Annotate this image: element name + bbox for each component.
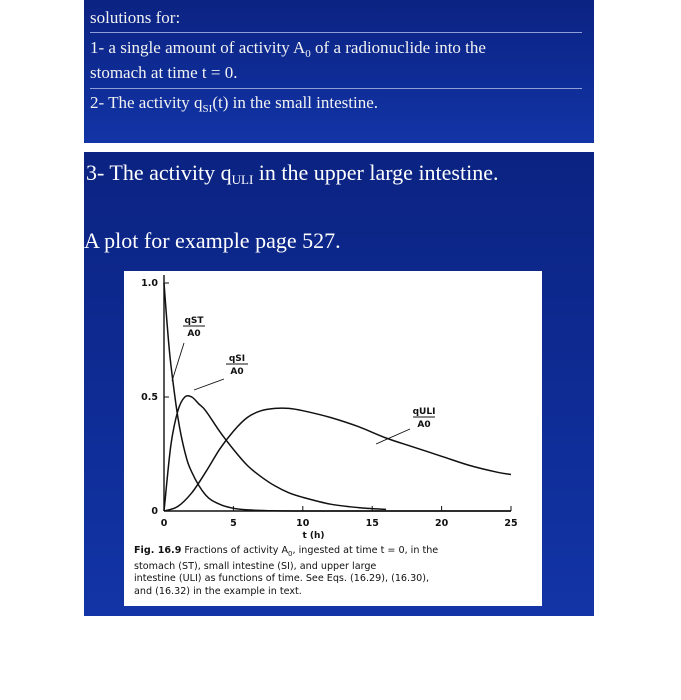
x-tick-label-25: 25 [504, 518, 518, 529]
label-stomach-leader [172, 343, 184, 381]
slide1-item-1-cont-text: stomach at time t = 0. [90, 63, 238, 82]
slide1-item-2-text-end: (t) in the small intestine. [212, 93, 379, 112]
label-small-intestine-numerator: qSI [228, 354, 246, 364]
caption-line-3: intestine (ULI) as functions of time. See Eqs. (16.29), (16.30), [134, 573, 430, 585]
slide1-item-1-text-end: of a radionuclide into the [310, 38, 486, 57]
slide1-item-2-text: 2- The activity q [90, 93, 203, 112]
slide2-item-3 [86, 160, 499, 188]
slide1-item-2-subscript: SI [202, 103, 213, 115]
caption-line-1-end: , ingested at time t = 0, in the [292, 545, 439, 556]
activity-chart [124, 271, 542, 546]
label-upper-large-intestine-numerator: qULI [412, 407, 436, 417]
x-axis-label: t (h) [302, 531, 325, 541]
chart-curve-labels [172, 316, 435, 444]
slide2-item-3-subscript: ULI [231, 172, 254, 187]
caption-line-2: stomach (ST), small intestine (SI), and upper large [134, 560, 377, 572]
x-tick-label-0: 0 [160, 518, 168, 529]
chart-curves [164, 283, 511, 511]
slide1-item-1-text: 1- a single amount of activity A [90, 38, 306, 57]
curve-upper-large-intestine [164, 408, 511, 511]
label-stomach [172, 316, 205, 381]
y-tick-label-1.0: 1.0 [141, 278, 158, 289]
slide1-rule-1 [90, 32, 582, 33]
slide2-item-3-text-end: in the upper large intestine. [253, 160, 499, 185]
figure-caption [134, 545, 539, 598]
x-tick-label-10: 10 [296, 518, 310, 529]
caption-line-1-subscript: 0 [288, 549, 293, 558]
slide2-plot-note [84, 228, 341, 254]
caption-line-4: and (16.32) in the example in text. [134, 585, 302, 597]
slide1-heading-text: solutions for: [90, 8, 181, 27]
label-small-intestine-leader [194, 379, 224, 390]
label-upper-large-intestine [376, 407, 435, 444]
slide2-item-3-text: 3- The activity q [86, 160, 232, 185]
figure-panel [124, 271, 542, 606]
x-tick-label-5: 5 [230, 518, 237, 529]
slide1-heading [90, 8, 180, 28]
y-tick-label-0.5: 0.5 [141, 392, 158, 403]
y-tick-label-0: 0 [151, 506, 158, 517]
curve-small-intestine [164, 396, 386, 511]
x-tick-label-20: 20 [434, 518, 449, 529]
caption-line-1 [134, 545, 539, 561]
slide1-item-1 [90, 38, 486, 60]
label-stomach-denominator: A0 [187, 329, 201, 339]
chart-axes [164, 275, 511, 511]
slide1-item-2 [90, 93, 378, 115]
x-tick-label-15: 15 [365, 518, 379, 529]
caption-label: Fig. 16.9 [134, 545, 182, 556]
slide1-item-1-cont [90, 63, 237, 83]
slide1-rule-2 [90, 88, 582, 89]
slide1-item-1-subscript: 0 [305, 48, 311, 60]
label-small-intestine [194, 354, 248, 390]
label-upper-large-intestine-denominator: A0 [417, 420, 431, 430]
curve-stomach [164, 283, 511, 511]
label-small-intestine-denominator: A0 [230, 367, 244, 377]
slide2-plot-note-text: A plot for example page 527. [84, 228, 341, 253]
caption-line-1-text: Fractions of activity A [181, 545, 289, 556]
label-stomach-numerator: qST [184, 316, 204, 326]
slide-1 [84, 0, 594, 143]
